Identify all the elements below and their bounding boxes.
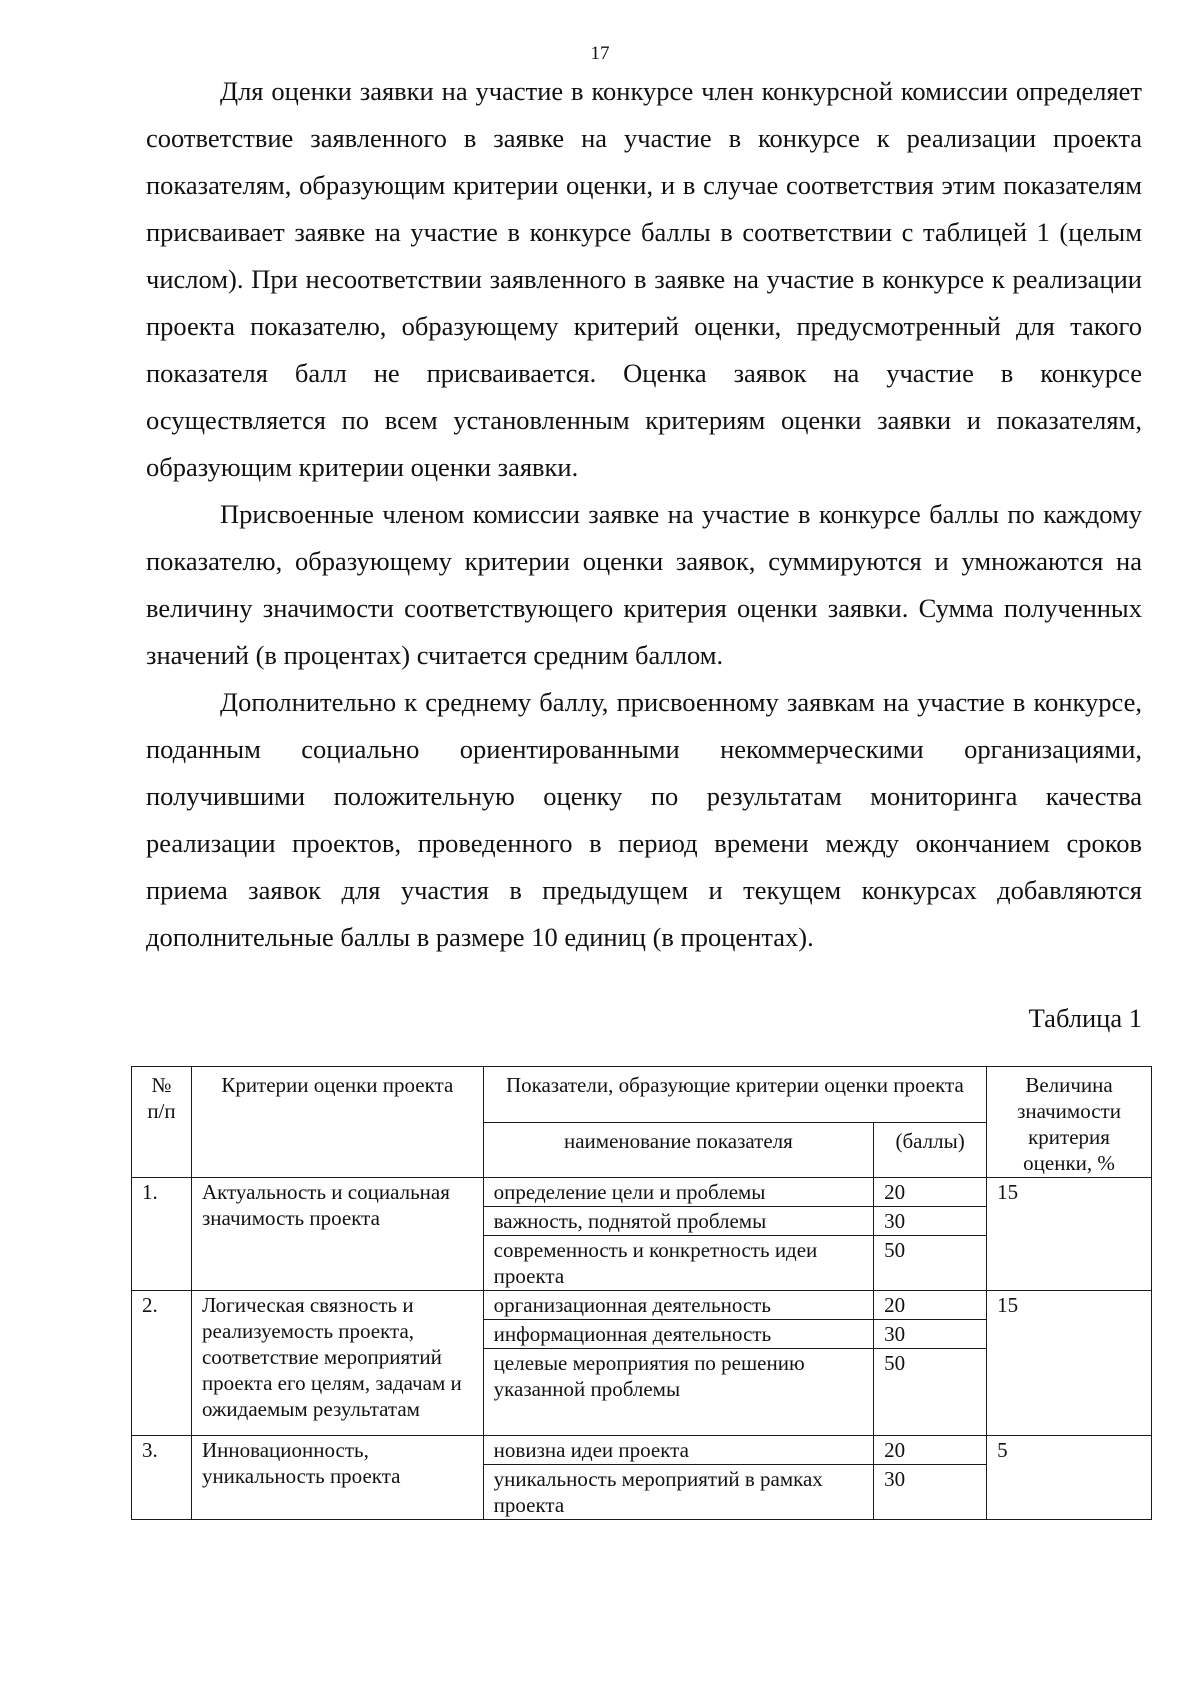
paragraph: Для оценки заявки на участие в конкурсе член конкурсной комиссии определяет соответствие заявленного в заявке на участие в конкурсе к реализации проекта показателям, образующим критерии оценки, и в случае соответствия этим показателям присваивает заявке на участие в конкурсе баллы в соответствии с таблицей 1 (целым числом). При несоответствии заявленного в заявке на участие в конкурсе к реализации проекта показателю, образующему критерий оценки, предусмотренный для такого показателя балл не присваивается. Оценка заявок на участие в конкурсе осуществляется по всем установленным критериям оценки заявки и показателям, образующим критерии оценки заявки. — [146, 76, 1142, 482]
header-criteria: Критерии оценки проекта — [191, 1067, 483, 1178]
indicator-name: определение цели и проблемы — [483, 1178, 873, 1207]
header-num: № п/п — [132, 1067, 192, 1178]
indicator-name: важность, поднятой проблемы — [483, 1207, 873, 1236]
indicator-score: 50 — [874, 1236, 987, 1291]
table-caption: Таблица 1 — [1028, 1003, 1142, 1033]
table-row — [132, 1436, 1152, 1465]
indicator-name: информационная деятельность — [483, 1320, 873, 1349]
body-text — [146, 68, 1142, 961]
indicator-name: уникальность мероприятий в рамках проекта — [483, 1465, 873, 1520]
criterion-cell: Логическая связность и реализуемость проекта, соответствие мероприятий проекта его целям, задачам и ожидаемым результатам — [191, 1291, 483, 1436]
indicator-name: новизна идеи проекта — [483, 1436, 873, 1465]
criterion-cell: Инновационность, уникальность проекта — [191, 1436, 483, 1520]
criteria-table — [131, 1066, 1152, 1520]
header-weight: Величина значимости критерия оценки, % — [987, 1067, 1152, 1178]
page-number: 17 — [590, 43, 610, 64]
header-indicator-name: наименование показателя — [483, 1122, 873, 1178]
indicator-score: 20 — [874, 1291, 987, 1320]
row-number: 1. — [132, 1178, 192, 1291]
indicator-score: 20 — [874, 1178, 987, 1207]
criterion-cell: Актуальность и социальная значимость проекта — [191, 1178, 483, 1291]
indicator-score: 50 — [874, 1349, 987, 1436]
indicator-name: организационная деятельность — [483, 1291, 873, 1320]
indicator-score: 30 — [874, 1207, 987, 1236]
indicator-score: 30 — [874, 1465, 987, 1520]
weight-cell: 5 — [987, 1436, 1152, 1520]
header-indicators: Показатели, образующие критерии оценки проекта — [483, 1067, 986, 1123]
indicator-score: 30 — [874, 1320, 987, 1349]
table-row — [132, 1291, 1152, 1320]
paragraph: Присвоенные членом комиссии заявке на участие в конкурсе баллы по каждому показателю, образующему критерии оценки заявок, суммируются и умножаются на величину значимости соответствующего критерия оценки заявки. Сумма полученных значений (в процентах) считается средним баллом. — [146, 499, 1142, 670]
indicator-score: 20 — [874, 1436, 987, 1465]
header-indicator-score: (баллы) — [874, 1122, 987, 1178]
row-number: 2. — [132, 1291, 192, 1436]
table-row — [132, 1178, 1152, 1207]
indicator-name: современность и конкретность идеи проекта — [483, 1236, 873, 1291]
weight-cell: 15 — [987, 1291, 1152, 1436]
weight-cell: 15 — [987, 1178, 1152, 1291]
indicator-name: целевые мероприятия по решению указанной проблемы — [483, 1349, 873, 1436]
row-number: 3. — [132, 1436, 192, 1520]
paragraph: Дополнительно к среднему баллу, присвоенному заявкам на участие в конкурсе, поданным социально ориентированными некоммерческими организациями, получившими положительную оценку по результатам мониторинга качества реализации проектов, проведенного в период времени между окончанием сроков приема заявок для участия в предыдущем и текущем конкурсах добавляются дополнительные баллы в размере 10 единиц (в процентах). — [146, 687, 1142, 952]
